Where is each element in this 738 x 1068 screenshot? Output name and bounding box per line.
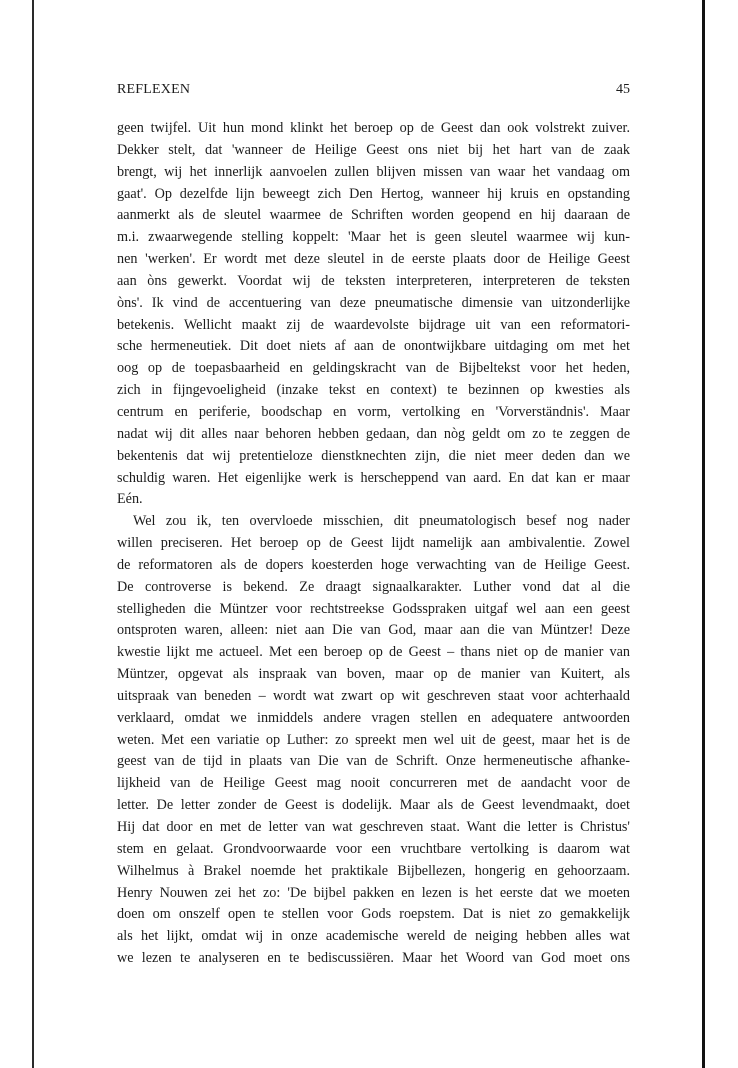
text-line: gaat'. Op dezelfde lijn beweegt zich Den Hertog, wanneer hij kruis en opstanding — [117, 185, 630, 202]
text-line: kwestie lijkt me actueel. Met een beroep op de Geest – thans niet op de manier van — [117, 644, 630, 661]
text-line: De controverse is bekend. Ze draagt signaalkarakter. Luther vond dat al die — [117, 578, 630, 595]
body-text — [117, 118, 630, 970]
text-line: oog op de toepasbaarheid en geldingskracht van de Bijbeltekst voor het heden, — [117, 360, 630, 377]
text-line: verklaard, omdat we inmiddels andere vragen stellen en adequatere antwoorden — [117, 709, 630, 726]
text-line: uitspraak van beneden – wordt wat zwart op wit geschreven staat voor achterhaald — [117, 687, 630, 704]
text-line: stem en gelaat. Grondvoorwaarde voor een vruchtbare vertolking is daarom wat — [117, 840, 630, 857]
running-head-title: REFLEXEN — [117, 82, 191, 97]
text-line: Wilhelmus à Brakel noemde het praktikale Bijbellezen, hongerig en gehoorzaam. — [117, 862, 630, 879]
paragraph-first-line: Wel zou ik, ten overvloede misschien, dit pneumatologisch besef nog nader — [133, 513, 630, 530]
text-line: aan òns gewerkt. Voordat wij de teksten interpreteren, interpreteren de teksten — [117, 272, 630, 289]
text-line: sche hermeneutiek. Dit doet niets af aan de onontwijkbare uitdaging om met het — [117, 338, 630, 355]
text-line: aanmerkt als de sleutel waarmee de Schriften worden geopend en hij daaraan de — [117, 207, 630, 224]
text-line: zich in fijngevoeligheid (inzake tekst en context) te bezinnen op kwesties als — [117, 382, 630, 399]
scan-edge-left — [32, 0, 34, 1068]
text-line: Dekker stelt, dat 'wanneer de Heilige Geest ons niet bij het hart van de zaak — [117, 141, 630, 158]
text-line: Henry Nouwen zei het zo: 'De bijbel pakken en lezen is het eerste dat we moeten — [117, 884, 630, 901]
text-line: m.i. zwaarwegende stelling koppelt: 'Maar het is geen sleutel waarmee wij kun- — [117, 229, 630, 246]
text-line: brengt, wij het innerlijk aanvoelen zullen blijven missen van waar het vandaag om — [117, 163, 630, 180]
text-line: de reformatoren als de dopers koesterden hoge verwachting van de Heilige Geest. — [117, 556, 630, 573]
text-line: we lezen te analyseren en te bediscussiëren. Maar het Woord van God moet ons — [117, 950, 630, 967]
text-line: betekenis. Wellicht maakt zij de waardevolste bijdrage uit van een reformatori- — [117, 316, 630, 333]
text-line: doen om onszelf open te stellen voor Gods roepstem. Dat is niet zo gemakkelijk — [117, 906, 630, 923]
text-line: als het lijkt, omdat wij in onze academische wereld de neiging hebben alles wat — [117, 928, 630, 945]
text-line: lijkheid van de Heilige Geest mag nooit concurreren met de aandacht voor de — [117, 775, 630, 792]
text-line: Eén. — [117, 491, 143, 508]
text-line: willen preciseren. Het beroep op de Geest lijdt namelijk aan ambivalentie. Zowel — [117, 535, 630, 552]
text-line: nadat wij dit alles naar behoren hebben gedaan, dan nòg geldt om zo te zeggen de — [117, 425, 630, 442]
text-line: geen twijfel. Uit hun mond klinkt het beroep op de Geest dan ook volstrekt zuiver. — [117, 120, 630, 136]
text-line: nen 'werken'. Er wordt met deze sleutel in de eerste plaats door de Heilige Geest — [117, 251, 630, 268]
text-line: geest van de tijd in plaats van Die van de Schrift. Onze hermeneutische afhanke- — [117, 753, 630, 770]
text-line: stelligheden die Müntzer voor rechtstreekse Godsspraken uitgaf wel aan een geest — [117, 600, 630, 617]
text-line: letter. De letter zonder de Geest is dodelijk. Maar als de Geest levendmaakt, doet — [117, 797, 630, 814]
text-line: schuldig waren. Het eigenlijke werk is herscheppend van aard. En dat kan er maar — [117, 469, 630, 486]
text-line: ontsproten waren, alleen: niet aan Die van God, maar aan die van Müntzer! Deze — [117, 622, 630, 639]
text-line: centrum en periferie, boodschap en vorm, vertolking en 'Vorverständnis'. Maar — [117, 403, 630, 420]
page-number: 45 — [616, 82, 630, 97]
text-line: Hij dat door en met de letter van wat geschreven staat. Want die letter is Christus' — [117, 819, 630, 835]
text-line: weten. Met een variatie op Luther: zo spreekt men wel uit de geest, maar het is de — [117, 731, 630, 748]
text-line: òns'. Ik vind de accentuering van deze pneumatische dimensie van uitzonderlijke — [117, 294, 630, 311]
text-line: bekentenis dat wij pretentieloze dienstknechten zijn, die niet meer deden dan we — [117, 447, 630, 464]
text-line: Müntzer, opgevat als inspraak van boven, maar op de manier van Kuitert, als — [117, 666, 630, 683]
scan-edge-right — [702, 0, 705, 1068]
